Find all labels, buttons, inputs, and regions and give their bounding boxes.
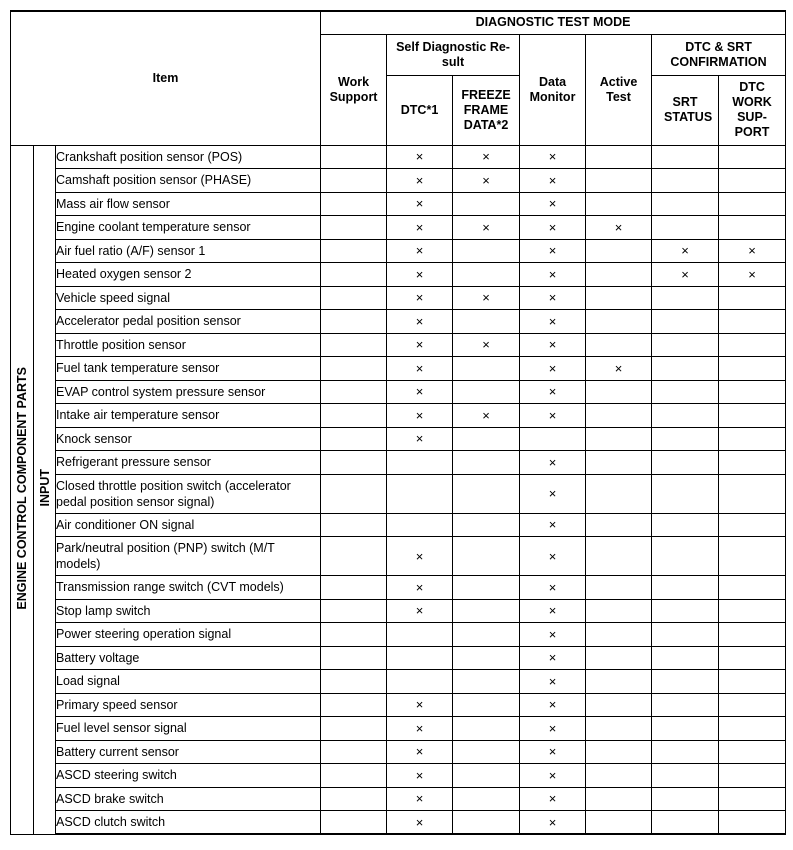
check-mark: ×	[453, 333, 520, 357]
empty-cell	[586, 537, 652, 576]
check-mark: ×	[520, 811, 586, 835]
check-mark: ×	[387, 404, 453, 428]
check-mark: ×	[453, 169, 520, 193]
item-name: Knock sensor	[56, 427, 321, 451]
table-row	[11, 599, 786, 623]
table-row	[11, 286, 786, 310]
check-mark: ×	[520, 623, 586, 647]
check-mark: ×	[520, 717, 586, 741]
empty-cell	[453, 310, 520, 334]
table-row	[11, 693, 786, 717]
empty-cell	[387, 670, 453, 694]
empty-cell	[719, 764, 786, 788]
empty-cell	[719, 537, 786, 576]
empty-cell	[586, 145, 652, 169]
table-row	[11, 169, 786, 193]
empty-cell	[321, 380, 387, 404]
table-row	[11, 670, 786, 694]
empty-cell	[586, 380, 652, 404]
empty-cell	[652, 623, 719, 647]
empty-cell	[652, 427, 719, 451]
dtc-work-support-header: DTC WORK SUP-PORT	[719, 75, 786, 145]
empty-cell	[719, 357, 786, 381]
empty-cell	[719, 216, 786, 240]
freeze-frame-header: FREEZE FRAME DATA*2	[453, 75, 520, 145]
srt-status-header: SRT STATUS	[652, 75, 719, 145]
empty-cell	[586, 286, 652, 310]
table-row	[11, 717, 786, 741]
check-mark: ×	[387, 787, 453, 811]
empty-cell	[586, 623, 652, 647]
table-row	[11, 811, 786, 835]
empty-cell	[719, 169, 786, 193]
check-mark: ×	[520, 310, 586, 334]
check-mark: ×	[387, 764, 453, 788]
empty-cell	[719, 717, 786, 741]
empty-cell	[652, 216, 719, 240]
table-row	[11, 333, 786, 357]
empty-cell	[453, 537, 520, 576]
empty-cell	[586, 787, 652, 811]
check-mark: ×	[586, 357, 652, 381]
empty-cell	[586, 513, 652, 537]
empty-cell	[586, 670, 652, 694]
empty-cell	[321, 239, 387, 263]
check-mark: ×	[520, 404, 586, 428]
table-row	[11, 740, 786, 764]
empty-cell	[652, 169, 719, 193]
empty-cell	[652, 787, 719, 811]
empty-cell	[719, 310, 786, 334]
subgroup-label-cell	[34, 145, 56, 834]
table-row	[11, 404, 786, 428]
item-name: Camshaft position sensor (PHASE)	[56, 169, 321, 193]
empty-cell	[719, 451, 786, 475]
table-row	[11, 192, 786, 216]
empty-cell	[321, 693, 387, 717]
check-mark: ×	[520, 286, 586, 310]
item-name: Heated oxygen sensor 2	[56, 263, 321, 287]
table-row	[11, 787, 786, 811]
item-name: Accelerator pedal position sensor	[56, 310, 321, 334]
empty-cell	[652, 740, 719, 764]
item-name: Primary speed sensor	[56, 693, 321, 717]
empty-cell	[652, 286, 719, 310]
empty-cell	[652, 357, 719, 381]
table-header	[11, 11, 786, 145]
empty-cell	[387, 623, 453, 647]
empty-cell	[520, 427, 586, 451]
empty-cell	[586, 811, 652, 835]
item-name: Transmission range switch (CVT models)	[56, 576, 321, 600]
item-name: Mass air flow sensor	[56, 192, 321, 216]
empty-cell	[453, 451, 520, 475]
empty-cell	[652, 717, 719, 741]
check-mark: ×	[387, 740, 453, 764]
check-mark: ×	[652, 263, 719, 287]
empty-cell	[321, 310, 387, 334]
item-name: Closed throttle position switch (accelerator pedal position sensor signal)	[56, 474, 321, 513]
check-mark: ×	[520, 513, 586, 537]
table-row	[11, 263, 786, 287]
empty-cell	[652, 537, 719, 576]
empty-cell	[321, 740, 387, 764]
check-mark: ×	[387, 263, 453, 287]
empty-cell	[719, 811, 786, 835]
check-mark: ×	[387, 811, 453, 835]
empty-cell	[652, 310, 719, 334]
empty-cell	[321, 216, 387, 240]
empty-cell	[453, 623, 520, 647]
item-name: ASCD clutch switch	[56, 811, 321, 835]
check-mark: ×	[387, 576, 453, 600]
check-mark: ×	[719, 239, 786, 263]
empty-cell	[321, 646, 387, 670]
empty-cell	[321, 670, 387, 694]
empty-cell	[321, 451, 387, 475]
dtc-srt-confirmation-header: DTC & SRT CONFIRMATION	[652, 34, 786, 75]
check-mark: ×	[520, 216, 586, 240]
empty-cell	[586, 310, 652, 334]
table-row	[11, 216, 786, 240]
table-row	[11, 451, 786, 475]
empty-cell	[652, 599, 719, 623]
group-label-cell	[11, 145, 34, 834]
empty-cell	[321, 474, 387, 513]
empty-cell	[719, 333, 786, 357]
check-mark: ×	[453, 145, 520, 169]
check-mark: ×	[520, 380, 586, 404]
empty-cell	[387, 474, 453, 513]
diagnostic-table	[10, 10, 786, 835]
empty-cell	[321, 333, 387, 357]
check-mark: ×	[520, 333, 586, 357]
check-mark: ×	[387, 333, 453, 357]
empty-cell	[453, 192, 520, 216]
check-mark: ×	[719, 263, 786, 287]
item-name: Load signal	[56, 670, 321, 694]
check-mark: ×	[520, 263, 586, 287]
table-row	[11, 646, 786, 670]
empty-cell	[719, 192, 786, 216]
empty-cell	[453, 646, 520, 670]
empty-cell	[321, 286, 387, 310]
check-mark: ×	[387, 380, 453, 404]
empty-cell	[652, 811, 719, 835]
empty-cell	[321, 787, 387, 811]
check-mark: ×	[520, 239, 586, 263]
check-mark: ×	[520, 537, 586, 576]
check-mark: ×	[453, 404, 520, 428]
group-label: ENGINE CONTROL COMPONENT PARTS	[15, 366, 29, 610]
empty-cell	[387, 451, 453, 475]
diagnostic-test-mode-header: DIAGNOSTIC TEST MODE	[321, 11, 786, 34]
empty-cell	[321, 169, 387, 193]
empty-cell	[586, 404, 652, 428]
empty-cell	[453, 474, 520, 513]
empty-cell	[321, 599, 387, 623]
check-mark: ×	[520, 787, 586, 811]
empty-cell	[652, 576, 719, 600]
item-name: Fuel tank temperature sensor	[56, 357, 321, 381]
empty-cell	[321, 263, 387, 287]
check-mark: ×	[520, 357, 586, 381]
check-mark: ×	[520, 693, 586, 717]
empty-cell	[719, 599, 786, 623]
empty-cell	[453, 380, 520, 404]
empty-cell	[453, 693, 520, 717]
table-row	[11, 427, 786, 451]
empty-cell	[586, 764, 652, 788]
empty-cell	[652, 404, 719, 428]
empty-cell	[321, 513, 387, 537]
empty-cell	[719, 670, 786, 694]
dtc1-header: DTC*1	[387, 75, 453, 145]
empty-cell	[586, 740, 652, 764]
item-name: Fuel level sensor signal	[56, 717, 321, 741]
item-name: Battery voltage	[56, 646, 321, 670]
empty-cell	[453, 263, 520, 287]
table-row	[11, 310, 786, 334]
empty-cell	[453, 576, 520, 600]
empty-cell	[652, 670, 719, 694]
empty-cell	[586, 192, 652, 216]
empty-cell	[387, 513, 453, 537]
empty-cell	[719, 404, 786, 428]
empty-cell	[586, 599, 652, 623]
empty-cell	[586, 239, 652, 263]
empty-cell	[652, 192, 719, 216]
check-mark: ×	[387, 192, 453, 216]
empty-cell	[719, 576, 786, 600]
check-mark: ×	[520, 670, 586, 694]
check-mark: ×	[453, 286, 520, 310]
empty-cell	[586, 451, 652, 475]
empty-cell	[586, 693, 652, 717]
empty-cell	[321, 192, 387, 216]
empty-cell	[652, 474, 719, 513]
check-mark: ×	[387, 286, 453, 310]
empty-cell	[321, 623, 387, 647]
check-mark: ×	[520, 599, 586, 623]
work-support-header: Work Support	[321, 34, 387, 145]
empty-cell	[586, 474, 652, 513]
table-row	[11, 623, 786, 647]
active-test-header: Active Test	[586, 34, 652, 145]
check-mark: ×	[387, 717, 453, 741]
empty-cell	[652, 646, 719, 670]
check-mark: ×	[387, 310, 453, 334]
check-mark: ×	[652, 239, 719, 263]
check-mark: ×	[453, 216, 520, 240]
empty-cell	[719, 474, 786, 513]
check-mark: ×	[387, 427, 453, 451]
check-mark: ×	[387, 693, 453, 717]
table-row	[11, 380, 786, 404]
empty-cell	[586, 427, 652, 451]
empty-cell	[586, 169, 652, 193]
empty-cell	[652, 145, 719, 169]
empty-cell	[453, 357, 520, 381]
empty-cell	[719, 646, 786, 670]
empty-cell	[586, 333, 652, 357]
check-mark: ×	[387, 169, 453, 193]
table-row	[11, 145, 786, 169]
table-row	[11, 474, 786, 513]
empty-cell	[321, 427, 387, 451]
empty-cell	[453, 811, 520, 835]
empty-cell	[453, 670, 520, 694]
item-name: Crankshaft position sensor (POS)	[56, 145, 321, 169]
check-mark: ×	[387, 357, 453, 381]
check-mark: ×	[520, 576, 586, 600]
empty-cell	[387, 646, 453, 670]
empty-cell	[719, 740, 786, 764]
empty-cell	[719, 623, 786, 647]
empty-cell	[321, 811, 387, 835]
table-row	[11, 537, 786, 576]
item-name: Park/neutral position (PNP) switch (M/T models)	[56, 537, 321, 576]
empty-cell	[652, 333, 719, 357]
empty-cell	[652, 693, 719, 717]
data-monitor-header: Data Monitor	[520, 34, 586, 145]
check-mark: ×	[387, 239, 453, 263]
check-mark: ×	[520, 192, 586, 216]
item-name: Air fuel ratio (A/F) sensor 1	[56, 239, 321, 263]
empty-cell	[453, 740, 520, 764]
item-name: Stop lamp switch	[56, 599, 321, 623]
empty-cell	[586, 646, 652, 670]
empty-cell	[719, 787, 786, 811]
empty-cell	[652, 764, 719, 788]
check-mark: ×	[520, 646, 586, 670]
table-row	[11, 239, 786, 263]
empty-cell	[321, 145, 387, 169]
empty-cell	[719, 427, 786, 451]
empty-cell	[652, 451, 719, 475]
empty-cell	[321, 764, 387, 788]
check-mark: ×	[387, 216, 453, 240]
table-row	[11, 576, 786, 600]
empty-cell	[719, 693, 786, 717]
item-name: ASCD steering switch	[56, 764, 321, 788]
check-mark: ×	[387, 145, 453, 169]
empty-cell	[453, 764, 520, 788]
check-mark: ×	[387, 537, 453, 576]
item-name: Throttle position sensor	[56, 333, 321, 357]
empty-cell	[321, 404, 387, 428]
empty-cell	[321, 576, 387, 600]
empty-cell	[719, 286, 786, 310]
self-diagnostic-result-header: Self Diagnostic Re-sult	[387, 34, 520, 75]
empty-cell	[321, 537, 387, 576]
item-name: Battery current sensor	[56, 740, 321, 764]
empty-cell	[321, 357, 387, 381]
empty-cell	[453, 599, 520, 623]
empty-cell	[652, 380, 719, 404]
empty-cell	[453, 787, 520, 811]
empty-cell	[719, 145, 786, 169]
empty-cell	[321, 717, 387, 741]
item-name: Air conditioner ON signal	[56, 513, 321, 537]
empty-cell	[586, 576, 652, 600]
check-mark: ×	[520, 474, 586, 513]
item-name: EVAP control system pressure sensor	[56, 380, 321, 404]
item-name: Engine coolant temperature sensor	[56, 216, 321, 240]
empty-cell	[652, 513, 719, 537]
item-header: Item	[11, 11, 321, 145]
subgroup-label: INPUT	[37, 469, 52, 507]
table-row	[11, 764, 786, 788]
table-row	[11, 513, 786, 537]
empty-cell	[453, 239, 520, 263]
empty-cell	[453, 717, 520, 741]
empty-cell	[719, 380, 786, 404]
item-name: Power steering operation signal	[56, 623, 321, 647]
empty-cell	[719, 513, 786, 537]
check-mark: ×	[586, 216, 652, 240]
table-body	[11, 145, 786, 834]
table-row	[11, 357, 786, 381]
empty-cell	[453, 513, 520, 537]
item-name: ASCD brake switch	[56, 787, 321, 811]
check-mark: ×	[520, 451, 586, 475]
empty-cell	[586, 263, 652, 287]
check-mark: ×	[520, 764, 586, 788]
item-name: Intake air temperature sensor	[56, 404, 321, 428]
check-mark: ×	[520, 145, 586, 169]
item-name: Vehicle speed signal	[56, 286, 321, 310]
check-mark: ×	[520, 169, 586, 193]
empty-cell	[586, 717, 652, 741]
empty-cell	[453, 427, 520, 451]
check-mark: ×	[387, 599, 453, 623]
check-mark: ×	[520, 740, 586, 764]
item-name: Refrigerant pressure sensor	[56, 451, 321, 475]
